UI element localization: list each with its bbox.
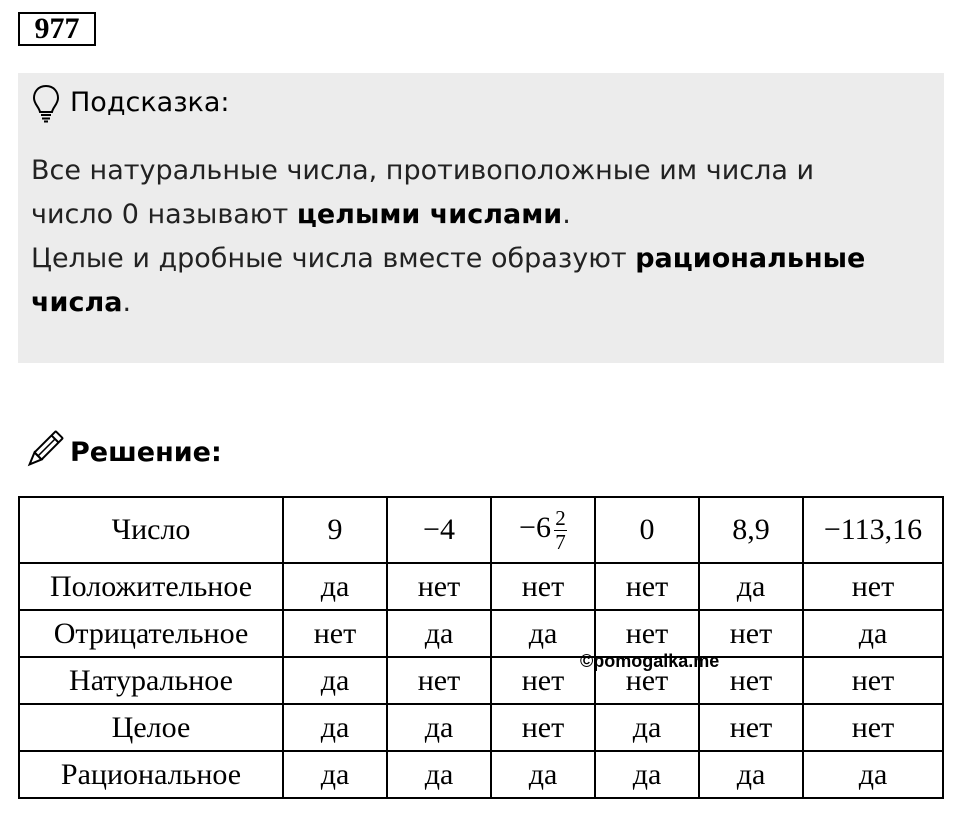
header-cell: 9 <box>283 497 387 563</box>
table-cell: нет <box>283 610 387 657</box>
table-cell: нет <box>803 657 943 704</box>
row-label: Целое <box>19 704 283 751</box>
table-cell: нет <box>699 610 803 657</box>
table-cell: да <box>387 704 491 751</box>
table-row <box>19 704 943 751</box>
row-label: Рациональное <box>19 751 283 798</box>
solution-title: Решение: <box>70 437 222 468</box>
hint-title: Подсказка: <box>70 87 230 118</box>
table-cell: нет <box>491 563 595 610</box>
table-cell: да <box>491 751 595 798</box>
answer-table <box>18 496 944 799</box>
table-cell: да <box>283 751 387 798</box>
hint-text <box>31 149 931 325</box>
table-cell: нет <box>803 704 943 751</box>
table-cell: нет <box>699 704 803 751</box>
table-cell: да <box>595 704 699 751</box>
table-cell: нет <box>803 563 943 610</box>
table-cell: да <box>283 704 387 751</box>
table-row <box>19 751 943 798</box>
table-header-row <box>19 497 943 563</box>
table-cell: да <box>283 563 387 610</box>
table-cell: да <box>803 751 943 798</box>
table-cell: нет <box>595 657 699 704</box>
header-cell: Число <box>19 497 283 563</box>
table-row <box>19 657 943 704</box>
table-cell: да <box>699 563 803 610</box>
table-cell: нет <box>491 704 595 751</box>
task-number: 977 <box>18 12 96 46</box>
term-rational: рациональные <box>635 243 866 274</box>
table-cell: нет <box>595 610 699 657</box>
table-cell: да <box>387 751 491 798</box>
table-cell: нет <box>387 657 491 704</box>
hint-line-3: Целые и дробные числа вместе образуют рациональные <box>31 243 866 274</box>
table-cell: да <box>491 610 595 657</box>
header-cell: 8,9 <box>699 497 803 563</box>
fraction: $\frac{2}{7}$ <box>555 506 566 554</box>
header-cell: 0 <box>595 497 699 563</box>
table-row <box>19 563 943 610</box>
row-label: Отрицательное <box>19 610 283 657</box>
hint-line-1: Все натуральные числа, противоположные им числа и <box>31 155 815 186</box>
table-row <box>19 610 943 657</box>
table-cell: нет <box>595 563 699 610</box>
lightbulb-icon <box>32 83 60 123</box>
solution-header <box>22 430 222 476</box>
table-cell: нет <box>699 657 803 704</box>
table-cell: да <box>699 751 803 798</box>
hint-line-2: число 0 называют целыми числами. <box>31 199 571 230</box>
row-label: Положительное <box>19 563 283 610</box>
watermark: ©pomogalka.me <box>580 651 720 671</box>
table-cell: нет <box>387 563 491 610</box>
header-cell: −113,16 <box>803 497 943 563</box>
table-cell: да <box>387 610 491 657</box>
row-label: Натуральное <box>19 657 283 704</box>
table-cell: да <box>595 751 699 798</box>
hint-header <box>32 83 230 123</box>
header-cell: −4 <box>387 497 491 563</box>
hint-box <box>18 73 944 363</box>
header-cell-fraction: −6 $\frac{2}{7}$ <box>491 497 595 563</box>
term-integers: целыми числами <box>296 199 563 230</box>
table-cell: нет <box>491 657 595 704</box>
table-cell: да <box>803 610 943 657</box>
pencil-icon <box>22 430 64 476</box>
table-cell: да <box>283 657 387 704</box>
hint-line-4: числа. <box>31 287 132 318</box>
